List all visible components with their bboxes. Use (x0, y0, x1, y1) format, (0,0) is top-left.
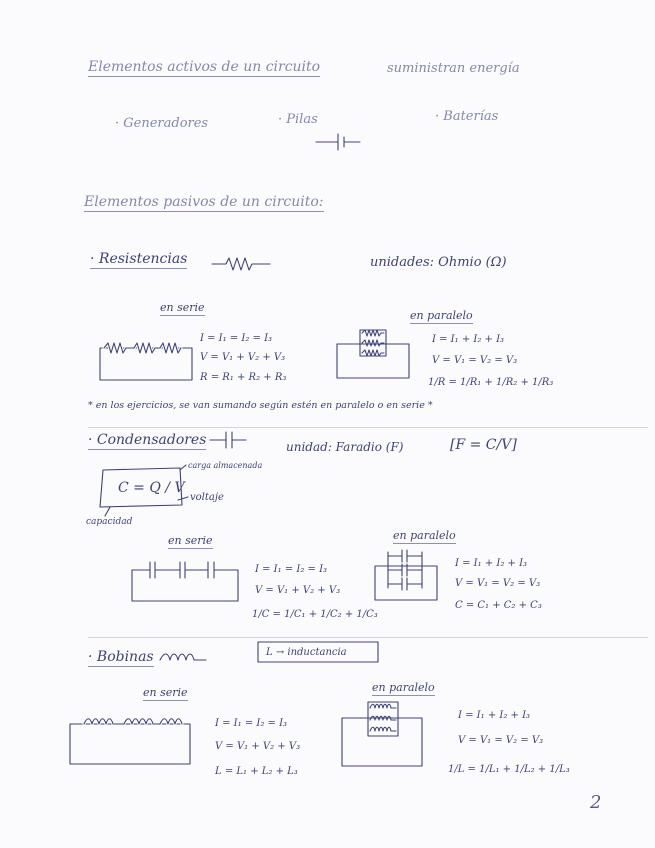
capacitors-series-eq-1: I = I₁ = I₂ = I₃ (255, 564, 328, 575)
coil-series-circuit (70, 719, 190, 764)
capacitance-formula: C = Q / V (118, 480, 185, 496)
resistors-series-eq-2: V = V₁ + V₂ + V₃ (200, 352, 286, 363)
capacitor-symbol-icon (210, 432, 246, 448)
resistors-parallel-eq-1: I = I₁ + I₂ + I₃ (432, 334, 505, 345)
battery-symbol-icon (316, 134, 360, 150)
coils-parallel-eq-3: 1/L = 1/L₁ + 1/L₂ + 1/L₃ (448, 764, 570, 775)
active-item-generators: · Generadores (115, 116, 209, 131)
resistor-series-circuit (100, 343, 192, 380)
coils-series-eq-2: V = V₁ + V₂ + V₃ (215, 741, 301, 752)
page-title: Elementos activos de un circuito (88, 59, 321, 75)
coils-note: L → inductancia (266, 647, 347, 658)
coils-label: · Bobinas (88, 649, 154, 665)
page-number: 2 (590, 792, 602, 813)
resistors-series-eq-1: I = I₁ = I₂ = I₃ (200, 333, 273, 344)
resistors-parallel-eq-3: 1/R = 1/R₁ + 1/R₂ + 1/R₃ (428, 377, 554, 388)
capacitor-parallel-circuit (375, 550, 437, 600)
resistor-symbol-icon (212, 258, 270, 270)
coils-series-eq-1: I = I₁ = I₂ = I₃ (215, 718, 288, 729)
capacitors-unit-box: [F = C/V] (450, 437, 517, 453)
resistors-series-label: en serie (160, 301, 205, 314)
capacitors-parallel-label: en paralelo (393, 529, 456, 542)
coils-parallel-eq-1: I = I₁ + I₂ + I₃ (458, 710, 531, 721)
coil-symbol-icon (160, 654, 206, 660)
capacity-note: capacidad (86, 517, 133, 527)
voltage-note: voltaje (190, 492, 224, 503)
page-subtitle: suministran energía (387, 61, 520, 76)
active-item-batteries: · Baterías (435, 109, 499, 124)
capacitors-unit: unidad: Faradio (F) (286, 440, 404, 454)
capacitors-parallel-eq-3: C = C₁ + C₂ + C₃ (455, 600, 542, 611)
resistors-parallel-eq-2: V = V₁ = V₂ = V₃ (432, 355, 518, 366)
resistor-parallel-circuit (337, 330, 409, 378)
coil-parallel-circuit (342, 702, 422, 766)
capacitors-parallel-eq-1: I = I₁ + I₂ + I₃ (455, 558, 528, 569)
coils-parallel-label: en paralelo (372, 681, 435, 694)
passive-title: Elementos pasivos de un circuito: (84, 194, 324, 210)
coils-parallel-eq-2: V = V₁ = V₂ = V₃ (458, 735, 544, 746)
resistors-parallel-label: en paralelo (410, 309, 473, 322)
capacitance-formula-box (100, 465, 188, 516)
coils-series-label: en serie (143, 686, 188, 699)
resistors-note: * en los ejercicios, se van sumando según estén en paralelo o en serie * (88, 400, 433, 411)
capacitor-series-circuit (132, 562, 238, 601)
active-item-batteries-cell: · Pilas (278, 112, 318, 127)
capacitors-series-eq-2: V = V₁ + V₂ + V₃ (255, 585, 341, 596)
resistors-units: unidades: Ohmio (Ω) (370, 255, 507, 270)
charge-note: carga almacenada (188, 461, 263, 470)
resistors-label: · Resistencias (90, 251, 188, 267)
capacitors-parallel-eq-2: V = V₁ = V₂ = V₃ (455, 578, 541, 589)
inductance-note-box (258, 642, 378, 662)
coils-series-eq-3: L = L₁ + L₂ + L₃ (215, 766, 298, 777)
resistors-series-eq-3: R = R₁ + R₂ + R₃ (200, 372, 287, 383)
capacitors-series-eq-3: 1/C = 1/C₁ + 1/C₂ + 1/C₃ (252, 609, 378, 620)
capacitors-label: · Condensadores (88, 432, 207, 448)
capacitors-series-label: en serie (168, 534, 213, 547)
